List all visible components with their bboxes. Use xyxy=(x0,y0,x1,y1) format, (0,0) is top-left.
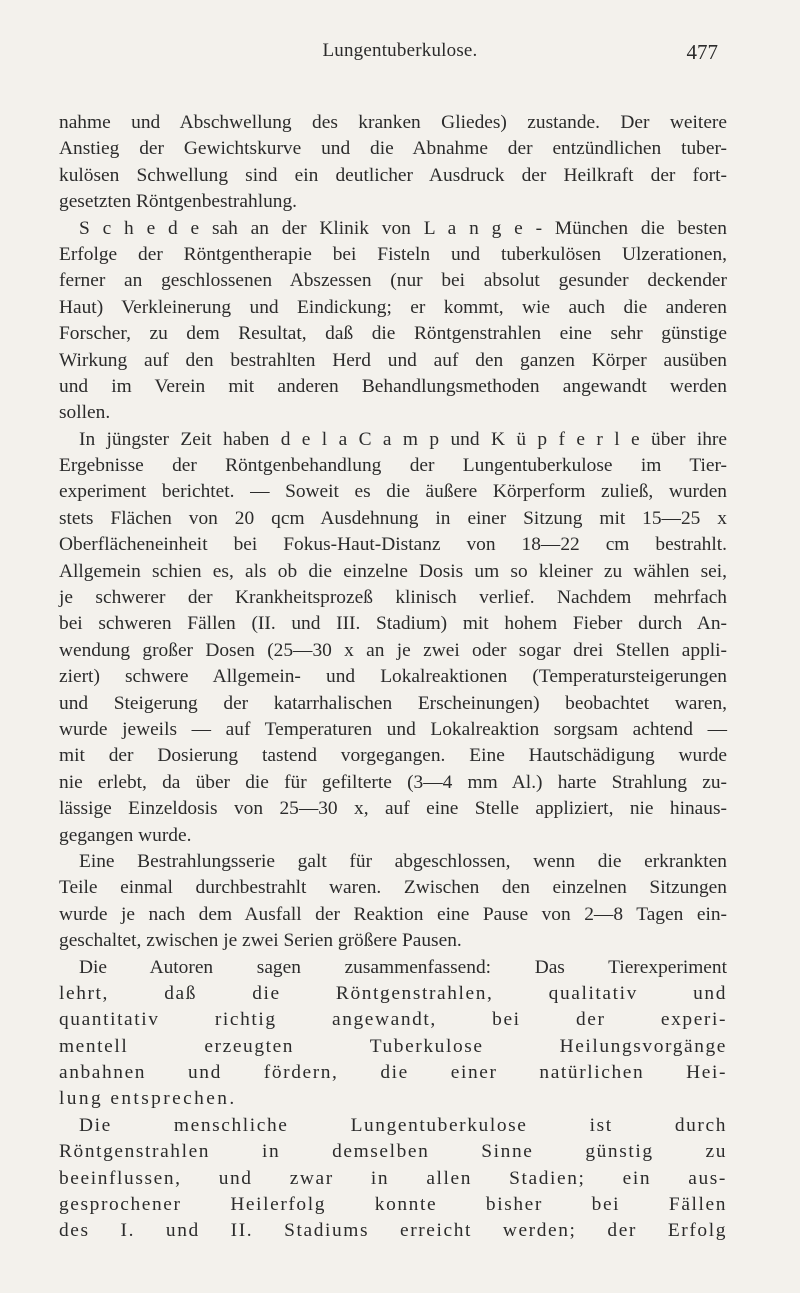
text-line: mit der Dosierung tastend vorgegangen. Eine Hautschädigung wurde xyxy=(59,745,727,767)
text-line: gesprochener Heilerfolg konnte bisher bei Fällen xyxy=(59,1194,727,1216)
running-title: Lungentuberkulose. xyxy=(322,40,478,61)
text-line: bei schweren Fällen (II. und III. Stadium) mit hohem Fieber durch An- xyxy=(59,613,727,635)
text-line: experiment berichtet. — Soweit es die äußere Körperform zuließ, wurden xyxy=(59,481,727,503)
text-line: des I. und II. Stadiums erreicht werden; der Erfolg xyxy=(59,1220,727,1242)
text-line: wendung großer Dosen (25—30 x an je zwei oder sogar drei Stellen appli- xyxy=(59,639,727,661)
text-line: kulösen Schwellung sind ein deutlicher Ausdruck der Heilkraft der fort- xyxy=(59,164,727,186)
text-line: wurde je nach dem Ausfall der Reaktion eine Pause von 2—8 Tagen ein- xyxy=(59,903,727,925)
page-number: 477 xyxy=(686,40,718,64)
text-line: Erfolge der Röntgentherapie bei Fisteln und tuberkulösen Ulzerationen, xyxy=(59,243,727,265)
text-line: nie erlebt, da über die für gefilterte (3—4 mm Al.) harte Strahlung zu- xyxy=(59,771,727,793)
text-line: mentell erzeugten Tuberkulose Heilungsvorgänge xyxy=(59,1035,727,1057)
page-header xyxy=(0,40,800,70)
text-line: und im Verein mit anderen Behandlungsmethoden angewandt werden xyxy=(59,375,727,397)
text-line: Wirkung auf den bestrahlten Herd und auf den ganzen Körper ausüben xyxy=(59,349,727,371)
text-line: Die menschliche Lungentuberkulose ist durch xyxy=(79,1114,727,1136)
text-line: Ergebnisse der Röntgenbehandlung der Lungentuberkulose im Tier- xyxy=(59,455,727,477)
text-line: Eine Bestrahlungsserie galt für abgeschlossen, wenn die erkrankten xyxy=(79,850,727,872)
text-line: und Steigerung der katarrhalischen Erscheinungen) beobachtet waren, xyxy=(59,692,727,714)
text-line: je schwerer der Krankheitsprozeß klinisch verlief. Nachdem mehrfach xyxy=(59,587,727,609)
text-line: beeinflussen, und zwar in allen Stadien; ein aus- xyxy=(59,1167,727,1189)
text-line: Allgemein schien es, als ob die einzelne Dosis um so kleiner zu wählen sei, xyxy=(59,560,727,582)
text-line: S c h e d e sah an der Klinik von L a n g e - München die besten xyxy=(79,217,727,239)
text-line: wurde jeweils — auf Temperaturen und Lokalreaktion sorgsam achtend — xyxy=(59,718,727,740)
text-line: Röntgenstrahlen in demselben Sinne günstig zu xyxy=(59,1141,727,1163)
text-line: gegangen wurde. xyxy=(59,824,192,846)
text-line: Die Autoren sagen zusammenfassend: Das Tierexperiment xyxy=(79,956,727,978)
text-line: Haut) Verkleinerung und Eindickung; er kommt, wie auch die anderen xyxy=(59,296,727,318)
text-line: Anstieg der Gewichtskurve und die Abnahme der entzündlichen tuber- xyxy=(59,138,727,160)
text-line: gesetzten Röntgenbestrahlung. xyxy=(59,191,298,213)
body-text xyxy=(59,110,727,1245)
text-line: Oberflächeneinheit bei Fokus-Haut-Distanz von 18—22 cm bestrahlt. xyxy=(59,534,727,556)
text-line: stets Flächen von 20 qcm Ausdehnung in einer Sitzung mit 15—25 x xyxy=(59,507,727,529)
text-line: anbahnen und fördern, die einer natürlichen Hei- xyxy=(59,1062,727,1084)
text-line: nahme und Abschwellung des kranken Gliedes) zustande. Der weitere xyxy=(59,112,727,133)
text-line: Forscher, zu dem Resultat, daß die Röntgenstrahlen eine sehr günstige xyxy=(59,323,727,345)
text-line: geschaltet, zwischen je zwei Serien größere Pausen. xyxy=(59,930,462,952)
text-line: quantitativ richtig angewandt, bei der experi- xyxy=(59,1009,727,1031)
text-line: lehrt, daß die Röntgenstrahlen, qualitativ und xyxy=(59,982,727,1004)
text-line: Teile einmal durchbestrahlt waren. Zwischen den einzelnen Sitzungen xyxy=(59,877,727,899)
text-line: In jüngster Zeit haben d e l a C a m p und K ü p f e r l e über ihre xyxy=(79,428,727,450)
text-line: lässige Einzeldosis von 25—30 x, auf eine Stelle appliziert, nie hinaus- xyxy=(59,798,727,820)
text-line: ziert) schwere Allgemein- und Lokalreaktionen (Temperatursteigerungen xyxy=(59,666,727,688)
text-line: ferner an geschlossenen Abszessen (nur bei absolut gesunder deckender xyxy=(59,270,727,292)
text-line: lung entsprechen. xyxy=(59,1088,237,1110)
text-line: sollen. xyxy=(59,402,111,424)
